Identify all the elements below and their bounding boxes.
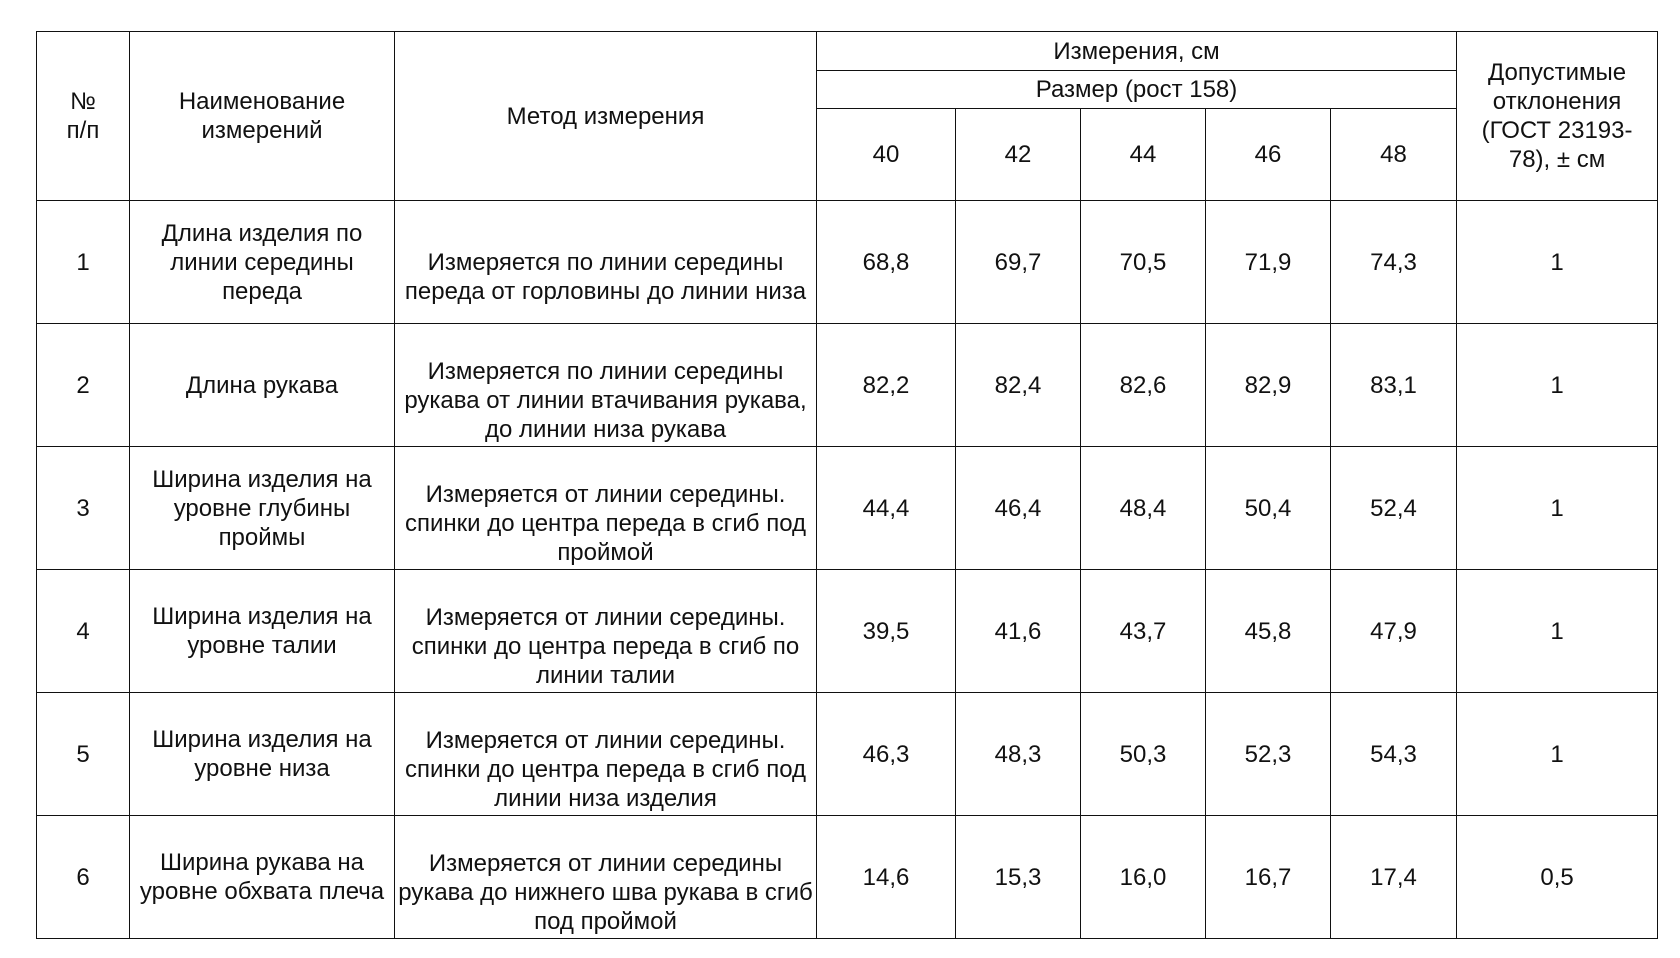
header-method-text: Метод измерения: [506, 102, 705, 130]
value-size-42: 15,3: [956, 816, 1081, 939]
row-number: 4: [37, 570, 130, 693]
value-size-42: 48,3: [956, 693, 1081, 816]
measurement-method-text: Измеряется от линии середины. спинки до центра переда в сгиб по линии талии: [411, 603, 800, 689]
value-size-40: 14,6: [817, 816, 956, 939]
value-size-46: 82,9: [1206, 324, 1331, 447]
header-measurements: [817, 32, 1457, 71]
value-size-48: 54,3: [1331, 693, 1457, 816]
header-tolerance-text: Допустимые отклонения (ГОСТ 23193-78), ± см: [1481, 59, 1633, 173]
measurement-name: Ширина изделия на уровне талии: [130, 570, 395, 693]
measurement-name: Ширина изделия на уровне низа: [130, 693, 395, 816]
measurement-method-text: Измеряется от линии середины. спинки до центра переда в сгиб под линии низа изделия: [404, 726, 807, 812]
tolerance-value: 1: [1457, 693, 1658, 816]
value-size-42: 69,7: [956, 201, 1081, 324]
measurement-method-text: Измеряется от линии середины рукава до нижнего шва рукава в сгиб под проймой: [398, 849, 813, 935]
value-size-44: 50,3: [1081, 693, 1206, 816]
tolerance-value: 1: [1457, 201, 1658, 324]
header-name: [130, 32, 395, 201]
value-size-46: 16,7: [1206, 816, 1331, 939]
header-size-48: 48: [1331, 109, 1457, 201]
measurement-method: [395, 693, 817, 816]
header-method: [395, 32, 817, 201]
value-size-48: 83,1: [1331, 324, 1457, 447]
measurement-method-text: Измеряется по линии середины рукава от линии втачивания рукава, до линии низа рукава: [404, 357, 807, 443]
header-num-text: № п/п: [66, 88, 100, 144]
value-size-40: 39,5: [817, 570, 956, 693]
measurements-table: [36, 31, 1658, 939]
measurement-method: [395, 570, 817, 693]
value-size-48: 74,3: [1331, 201, 1457, 324]
value-size-44: 70,5: [1081, 201, 1206, 324]
measurement-method: [395, 324, 817, 447]
header-size-44: 44: [1081, 109, 1206, 201]
value-size-46: 52,3: [1206, 693, 1331, 816]
value-size-42: 41,6: [956, 570, 1081, 693]
value-size-46: 50,4: [1206, 447, 1331, 570]
value-size-40: 68,8: [817, 201, 956, 324]
header-measurements-text: Измерения, см: [1053, 37, 1220, 65]
value-size-44: 48,4: [1081, 447, 1206, 570]
row-number: 2: [37, 324, 130, 447]
measurement-method-text: Измеряется по линии середины переда от горловины до линии низа: [404, 249, 807, 305]
table-row: [37, 570, 1658, 693]
table-row: [37, 693, 1658, 816]
value-size-44: 16,0: [1081, 816, 1206, 939]
value-size-48: 52,4: [1331, 447, 1457, 570]
value-size-48: 17,4: [1331, 816, 1457, 939]
measurement-name: Ширина изделия на уровне глубины проймы: [130, 447, 395, 570]
value-size-40: 44,4: [817, 447, 956, 570]
measurement-method: [395, 816, 817, 939]
header-size-group-text: Размер (рост 158): [1035, 76, 1238, 103]
table-row: [37, 816, 1658, 939]
header-size-46: 46: [1206, 109, 1331, 201]
row-number: 1: [37, 201, 130, 324]
tolerance-value: 1: [1457, 447, 1658, 570]
header-size-40: 40: [817, 109, 956, 201]
value-size-44: 82,6: [1081, 324, 1206, 447]
value-size-42: 82,4: [956, 324, 1081, 447]
table-row: [37, 324, 1658, 447]
table-row: [37, 447, 1658, 570]
header-name-text: Наименование измерений: [178, 88, 346, 144]
value-size-46: 45,8: [1206, 570, 1331, 693]
row-number: 6: [37, 816, 130, 939]
value-size-40: 82,2: [817, 324, 956, 447]
header-tolerance: [1457, 32, 1658, 201]
table-body: [37, 201, 1658, 939]
measurement-name: Длина изделия по линии середины переда: [130, 201, 395, 324]
measurement-method-text: Измеряется от линии середины. спинки до центра переда в сгиб под проймой: [404, 480, 807, 566]
row-number: 3: [37, 447, 130, 570]
value-size-46: 71,9: [1206, 201, 1331, 324]
table-header: [37, 32, 1658, 201]
measurement-method: [395, 447, 817, 570]
value-size-42: 46,4: [956, 447, 1081, 570]
value-size-40: 46,3: [817, 693, 956, 816]
value-size-48: 47,9: [1331, 570, 1457, 693]
tolerance-value: 0,5: [1457, 816, 1658, 939]
header-num: [37, 32, 130, 201]
table-row: [37, 201, 1658, 324]
row-number: 5: [37, 693, 130, 816]
value-size-44: 43,7: [1081, 570, 1206, 693]
header-size-group: [817, 71, 1457, 109]
measurement-method: [395, 201, 817, 324]
header-size-42: 42: [956, 109, 1081, 201]
tolerance-value: 1: [1457, 324, 1658, 447]
tolerance-value: 1: [1457, 570, 1658, 693]
measurement-name: Длина рукава: [130, 324, 395, 447]
measurement-name: Ширина рукава на уровне обхвата плеча: [130, 816, 395, 939]
